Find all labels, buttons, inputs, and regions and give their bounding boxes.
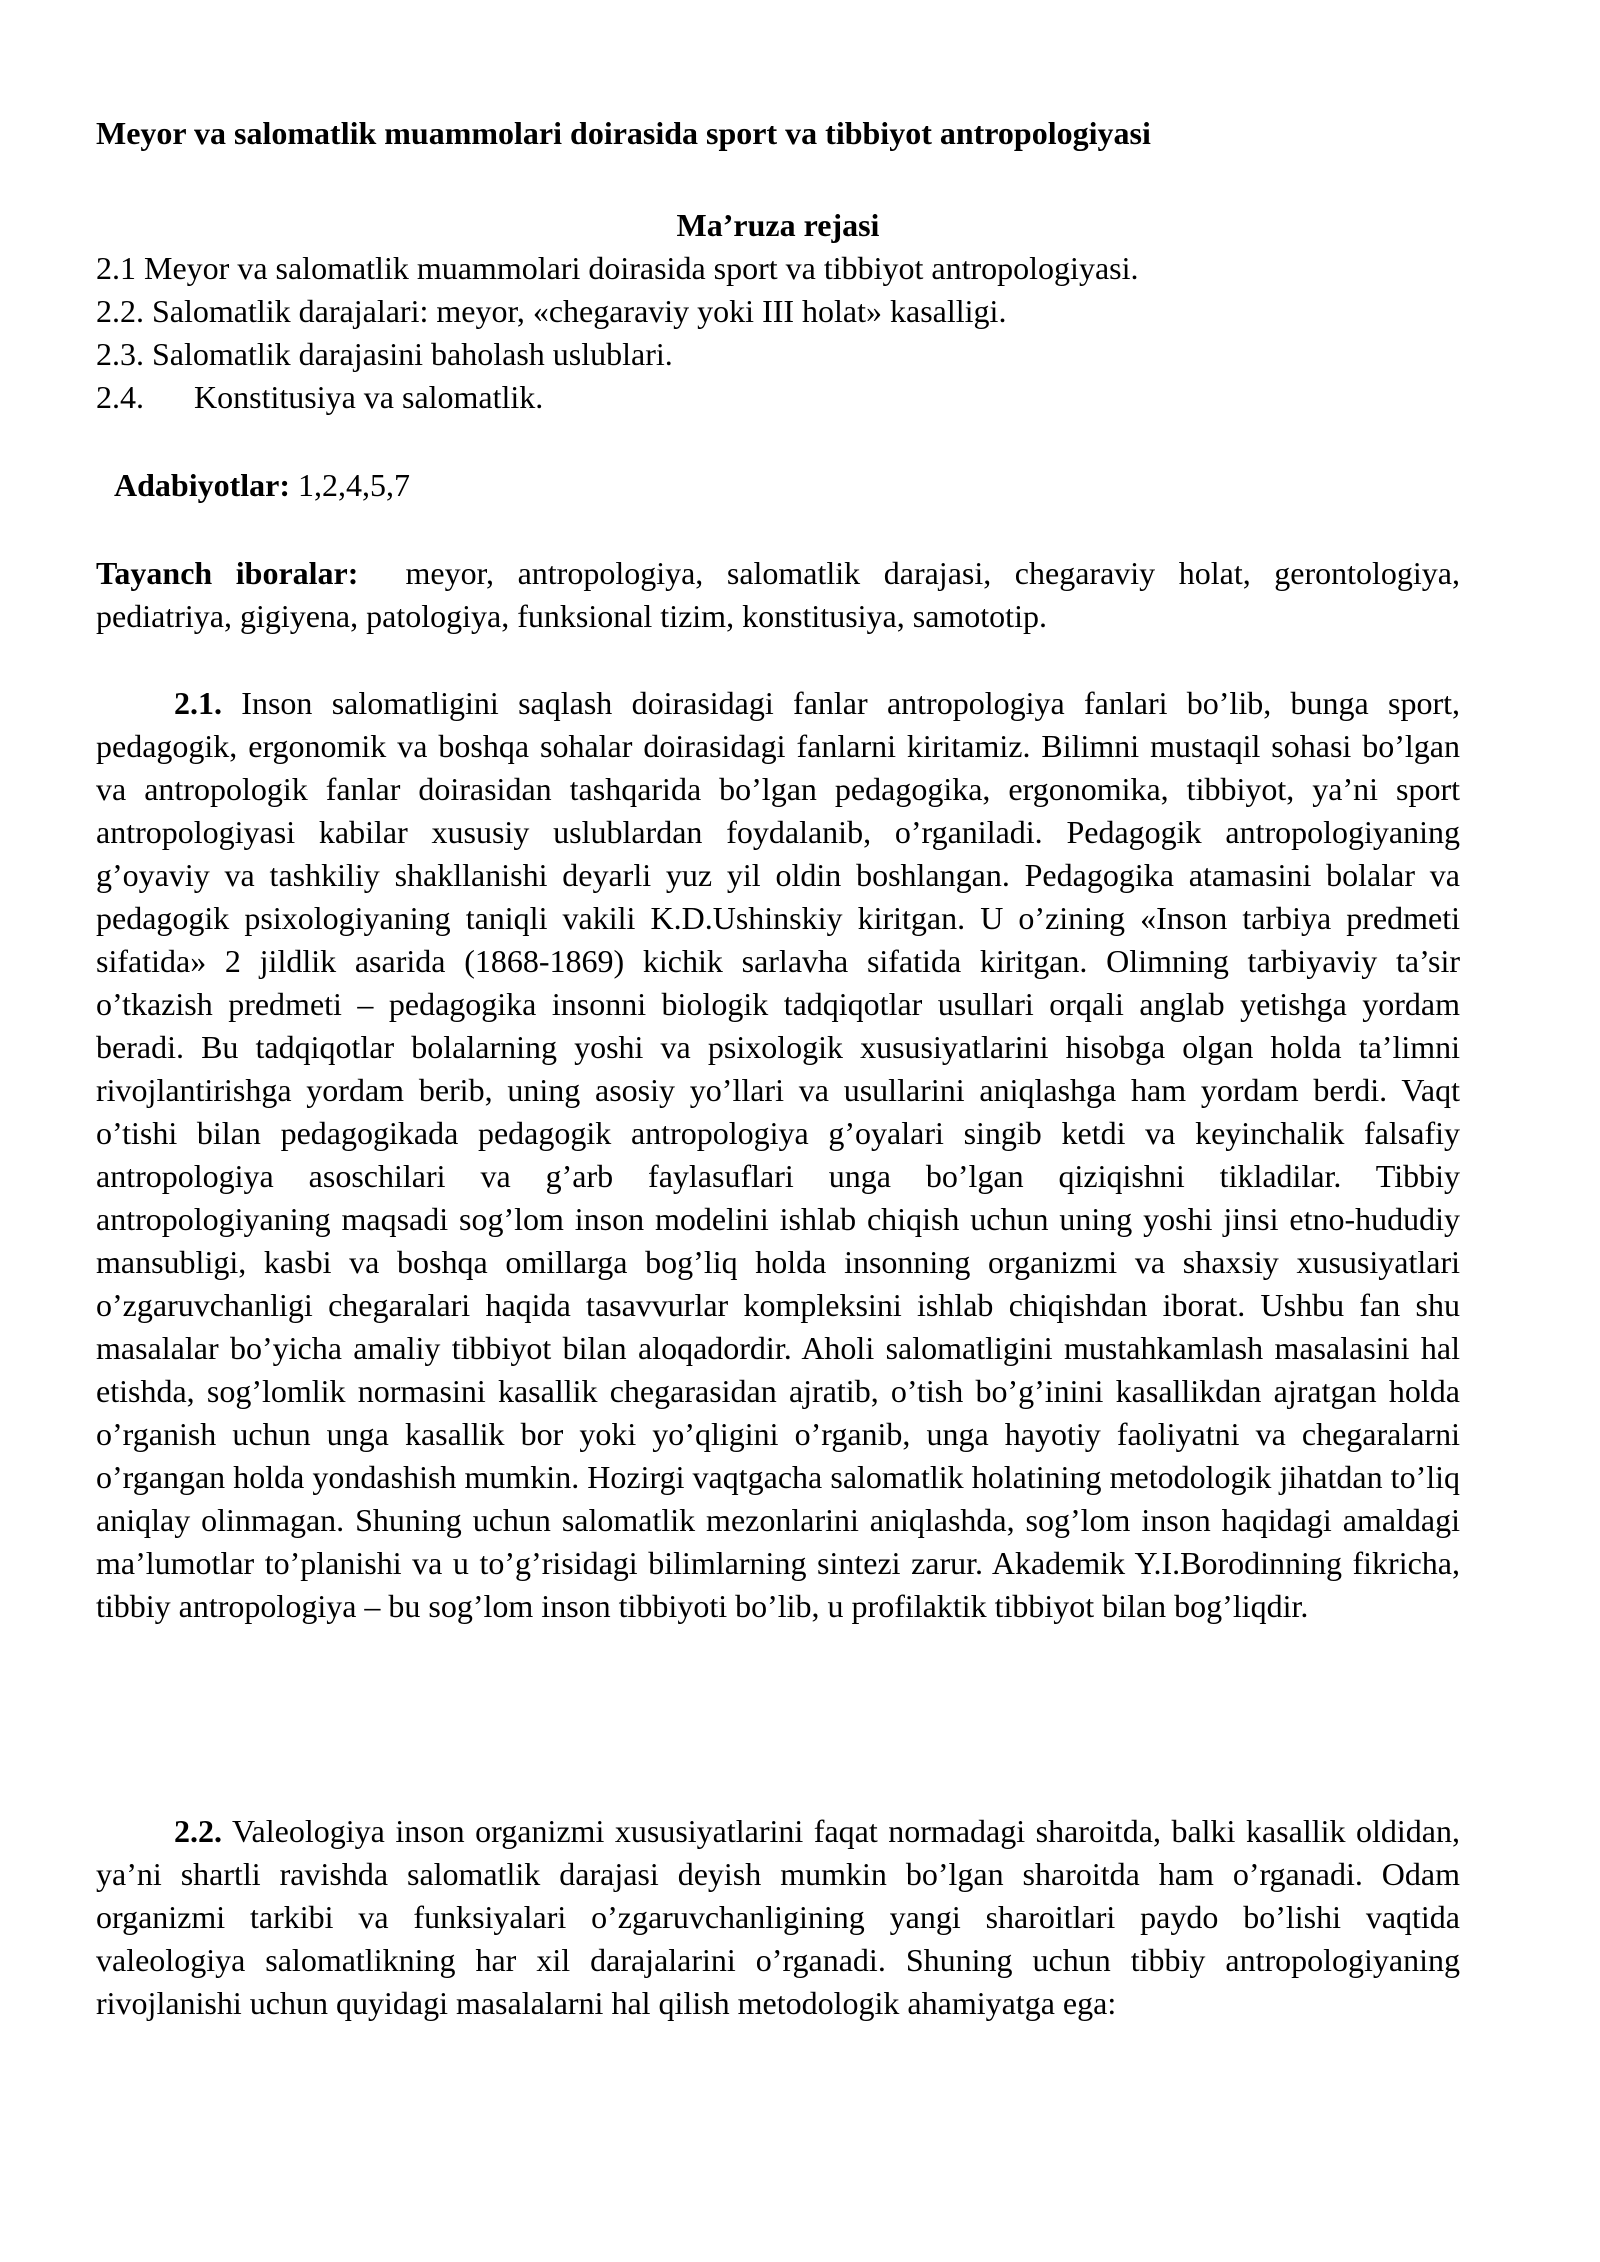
plan-item-text: Salomatlik darajalari: meyor, «chegaraviy yoki III holat» kasalligi. [152, 293, 1007, 329]
plan-item-text: Salomatlik darajasini baholash uslublari. [152, 336, 673, 372]
plan-item [96, 333, 1460, 376]
section-paragraph [96, 682, 1460, 1628]
plan-item-number: 2.4. [96, 379, 144, 415]
plan-item-text: Konstitusiya va salomatlik. [194, 379, 544, 415]
literature-value: 1,2,4,5,7 [298, 467, 410, 503]
section-2-1 [96, 682, 1460, 1628]
plan-item-number: 2.3. [96, 336, 144, 372]
plan-item-text: Meyor va salomatlik muammolari doirasida sport va tibbiyot antropologiyasi. [144, 250, 1139, 286]
plan-item [96, 376, 1460, 419]
section-paragraph [96, 1810, 1460, 2025]
document-title: Meyor va salomatlik muammolari doirasida sport va tibbiyot antropologiyasi [96, 115, 1151, 151]
keywords-paragraph [96, 552, 1460, 638]
plan-heading: Ma’ruza rejasi [676, 207, 880, 243]
section-number: 2.1. [174, 685, 222, 721]
section-text: Inson salomatligini saqlash doirasidagi fanlar antropologiya fanlari bo’lib, bunga sport, pedagogik, ergonomik va boshqa sohalar doirasidagi fanlarni kiritamiz. Bilimni mustaqil sohasi bo’lgan va antropologik fanlar doirasidan tashqarida bo’lgan pedagogika, ergonomika, tibbiyot, ya’ni sport antropologiyasi kabilar xususiy uslublardan foydalanib, o’rganiladi. Pedagogik antropologiyaning g’oyaviy va tashkiliy shakllanishi deyarli yuz yil oldin boshlangan. Pedagogika atamasini bolalar va pedagogik psixologiyaning taniqli vakili K.D.Ushinskiy kiritgan. U o’zining «Inson tarbiya predmeti sifatida» 2 jildlik asarida (1868-1869) kichik sarlavha sifatida kiritgan. Olimning tarbiyaviy ta’sir o’tkazish predmeti – pedagogika insonni biologik tadqiqotlar usullari orqali anglab yetishga yordam beradi. Bu tadqiqotlar bolalarning yoshi va psixologik xususiyatlarini hisobga olgan holda ta’limni rivojlantirishga yordam berib, uning asosiy yo’llari va usullarini aniqlashga ham yordam berdi. Vaqt o’tishi bilan pedagogikada pedagogik antropologiya g’oyalari singib ketdi va keyinchalik falsafiy antropologiya asoschilari va g’arb faylasuflari unga bo’lgan qiziqishni tikladilar. Tibbiy antropologiyaning maqsadi sog’lom inson modelini ishlab chiqish uchun uning yoshi jinsi etno-hududiy mansubligi, kasbi va boshqa omillarga bog’liq holda insonning organizmi va shaxsiy xususiyatlari o’zgaruvchanligi chegaralari haqida tasavvurlar kompleksini ishlab chiqishdan iborat. Ushbu fan shu masalalar bo’yicha amaliy tibbiyot bilan aloqadordir. Aholi salomatligini mustahkamlash masalasini hal etishda, sog’lomlik normasini kasallik chegarasidan ajratib, o’tish bo’g’inini kasallikdan ajratgan holda o’rganish uchun unga kasallik bor yoki yo’qligini o’rganib, unga hayotiy faoliyatni va chegaralarni o’rgangan holda yondashish mumkin. Hozirgi vaqtgacha salomatlik holatining metodologik jihatdan to’liq aniqlay olinmagan. Shuning uchun salomatlik mezonlarini aniqlashda, sog’lom inson haqidagi amaldagi ma’lumotlar to’planishi va u to’g’risidagi bilimlarning sintezi zarur. Akademik Y.I.Borodinning fikricha, tibbiy antropologiya – bu sog’lom inson tibbiyoti bo’lib, u profilaktik tibbiyot bilan bog’liqdir. [96, 685, 1461, 1624]
section-number: 2.2. [174, 1813, 222, 1849]
keywords-value: meyor, antropologiya, salomatlik darajasi, chegaraviy holat, gerontologiya, pediatriya, gigiyena, patologiya, funksional tizim, konstitusiya, samototip. [96, 555, 1460, 634]
section-2-2 [96, 1810, 1460, 2025]
literature-label: Adabiyotlar: [114, 467, 290, 503]
plan-item [96, 247, 1460, 290]
plan-list [96, 247, 1460, 419]
plan-item-number: 2.2. [96, 293, 144, 329]
keywords-label: Tayanch iboralar: [96, 555, 359, 591]
section-text: Valeologiya inson organizmi xususiyatlarini faqat normadagi sharoitda, balki kasallik oldidan, ya’ni shartli ravishda salomatlik darajasi deyish mumkin bo’lgan sharoitda ham o’rganadi. Odam organizmi tarkibi va funksiyalari o’zgaruvchanligining yangi sharoitlari paydo bo’lishi vaqtida valeologiya salomatlikning har xil darajalarini o’rganadi. Shuning uchun tibbiy antropologiyaning rivojlanishi uchun quyidagi masalalarni hal qilish metodologik ahamiyatga ega: [96, 1813, 1461, 2021]
plan-item [96, 290, 1460, 333]
literature-line [114, 464, 1478, 507]
plan-item-number: 2.1 [96, 250, 136, 286]
